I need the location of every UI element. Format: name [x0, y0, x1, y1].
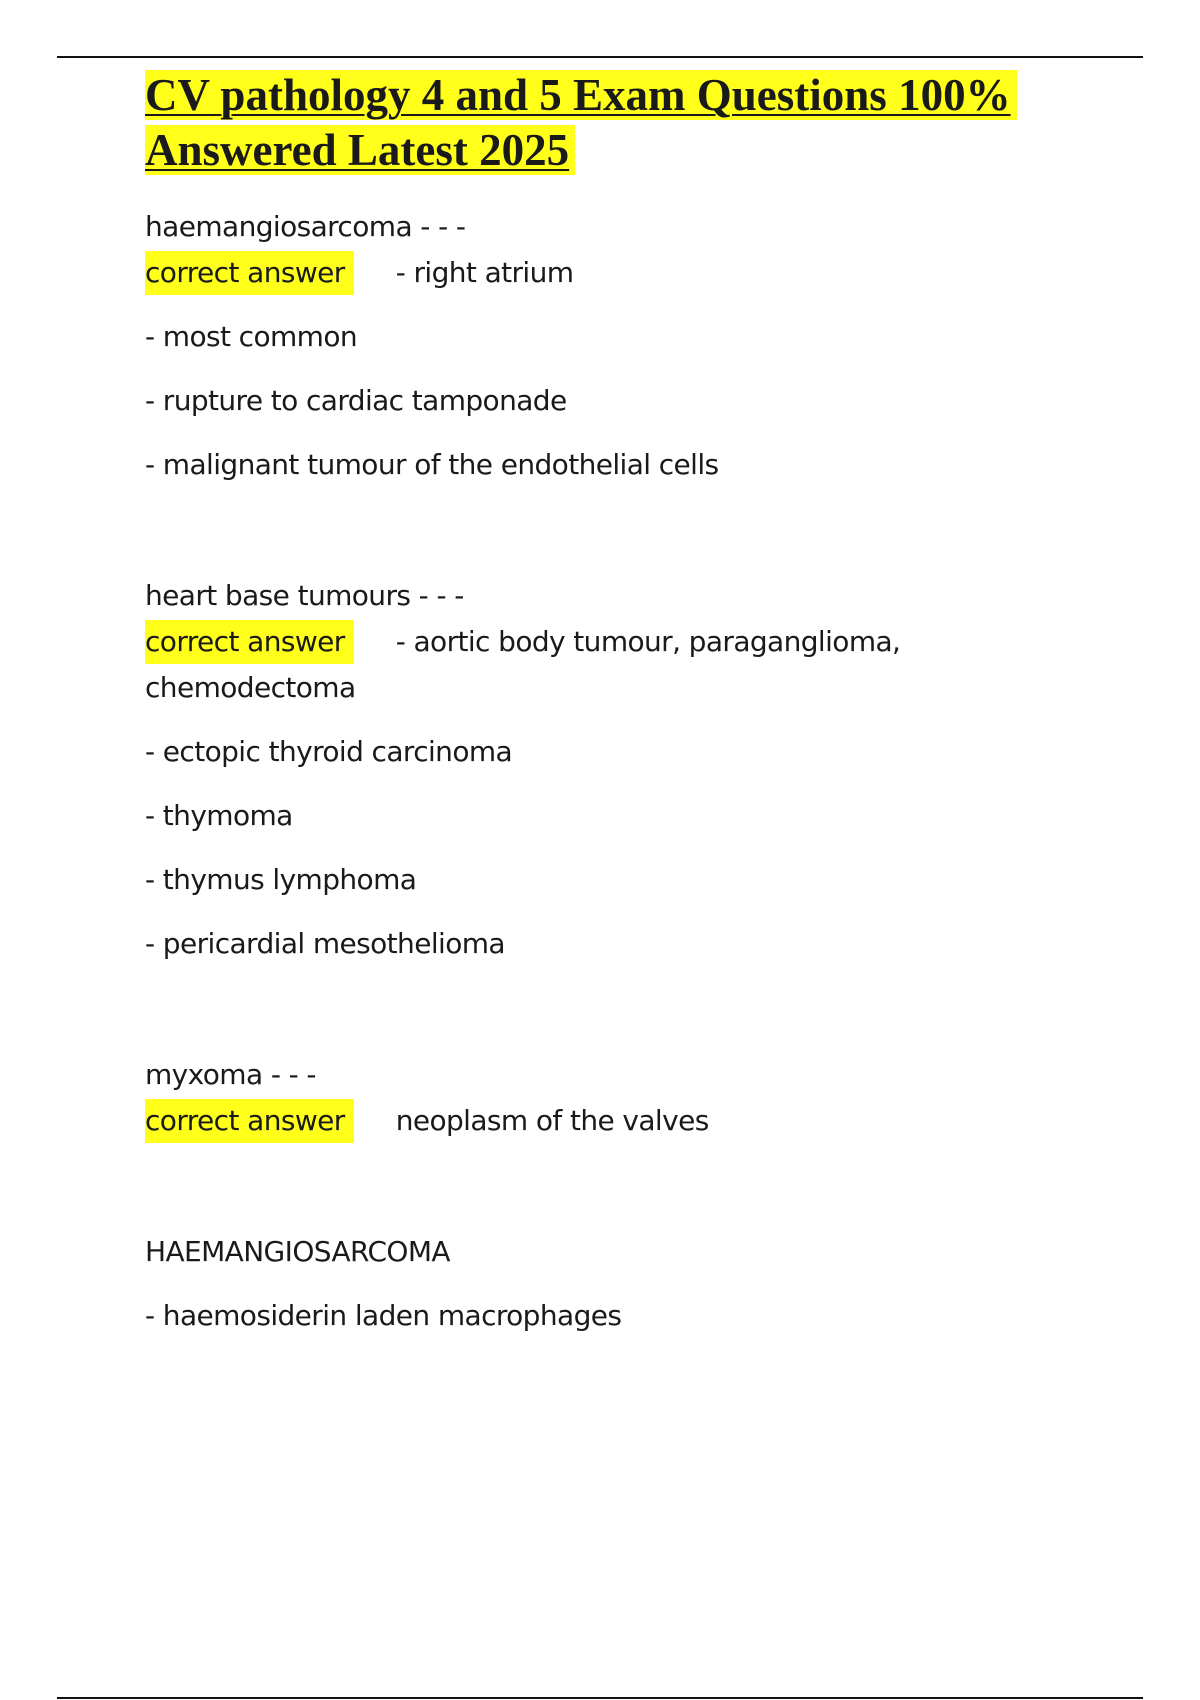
detail-line: - pericardial mesothelioma: [145, 927, 505, 960]
question-text: heart base tumours - - -: [145, 579, 464, 612]
correct-answer-tag: correct answer: [145, 1099, 354, 1143]
document-title: [145, 68, 1095, 178]
detail-line: - ectopic thyroid carcinoma: [145, 735, 513, 768]
detail-line: - malignant tumour of the endothelial cells: [145, 448, 719, 481]
detail-line: - most common: [145, 320, 358, 353]
answer-line: [145, 1098, 1095, 1144]
detail-line: - rupture to cardiac tamponade: [145, 384, 567, 417]
answer-line: [145, 250, 1095, 296]
title-highlight: CV pathology 4 and 5 Exam Questions 100% Answered Latest 2025: [145, 70, 1017, 175]
answer-text: - right atrium: [395, 256, 574, 289]
section-block: [145, 1229, 1095, 1339]
document-page: [145, 68, 1095, 1339]
answer-text: - aortic body tumour, paraganglioma, chemodectoma: [145, 625, 901, 704]
qa-item: [145, 204, 1095, 488]
bottom-rule: [57, 1697, 1143, 1699]
qa-item: [145, 1052, 1095, 1144]
top-rule: [57, 56, 1143, 58]
correct-answer-tag: correct answer: [145, 620, 354, 664]
detail-line: - thymus lymphoma: [145, 863, 417, 896]
qa-item: [145, 573, 1095, 967]
answer-line: [145, 619, 1095, 711]
question-text: myxoma - - -: [145, 1058, 316, 1091]
answer-text: neoplasm of the valves: [395, 1104, 709, 1137]
detail-line: - haemosiderin laden macrophages: [145, 1299, 622, 1332]
section-heading: HAEMANGIOSARCOMA: [145, 1235, 450, 1268]
question-text: haemangiosarcoma - - -: [145, 210, 466, 243]
detail-line: - thymoma: [145, 799, 293, 832]
correct-answer-tag: correct answer: [145, 251, 354, 295]
